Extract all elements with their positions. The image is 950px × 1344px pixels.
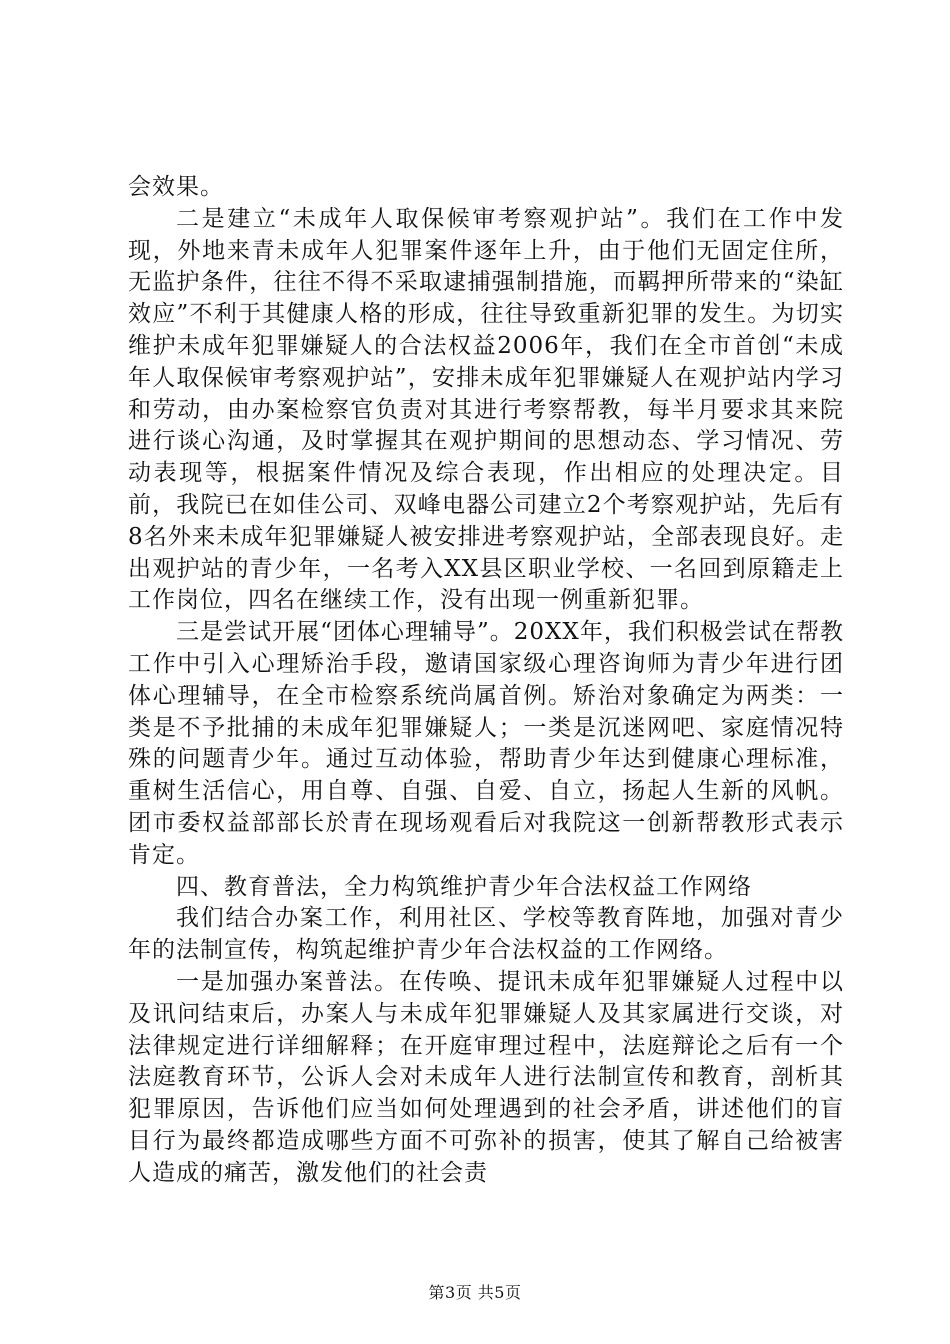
- paragraph-3: 三是尝试开展“团体心理辅导”。20XX年，我们积极尝试在帮教工作中引入心理矫治手段，邀请国家级心理咨询师为青少年进行团体心理辅导，在全市检察系统尚属首例。矫治对象确定为两类：一类是不予批捕的未成年犯罪嫌疑人；一类是沉迷网吧、家庭情况特殊的问题青少年。通过互动体验，帮助青少年达到健康心理标准，重树生活信心，用自尊、自强、自爱、自立，扬起人生新的风帆。团市委权益部部长於青在现场观看后对我院这一创新帮教形式表示肯定。: [128, 619, 844, 868]
- paragraph-6: 一是加强办案普法。在传唤、提讯未成年犯罪嫌疑人过程中以及讯问结束后，办案人与未成年犯罪嫌疑人及其家属进行交谈，对法律规定进行详细解释；在开庭审理过程中，法庭辩论之后有一个法庭教育环节，公诉人会对未成年人进行法制宣传和教育，剖析其犯罪原因，告诉他们应当如何处理遇到的社会矛盾，讲述他们的盲目行为最终都造成哪些方面不可弥补的损害，使其了解自己给被害人造成的痛苦，激发他们的社会责: [128, 968, 844, 1186]
- paragraph-1: 会效果。: [128, 174, 224, 200]
- document-body: [128, 172, 844, 1190]
- paragraph-2: 二是建立“未成年人取保候审考察观护站”。我们在工作中发现，外地来青未成年人犯罪案件逐年上升，由于他们无固定住所，无监护条件，往往不得不采取逮捕强制措施，而羁押所带来的“染缸效应”不利于其健康人格的形成，往往导致重新犯罪的发生。为切实维护未成年犯罪嫌疑人的合法权益2006年，我们在全市首创“未成年人取保候审考察观护站”，安排未成年犯罪嫌疑人在观护站内学习和劳动，由办案检察官负责对其进行考察帮教，每半月要求其来院进行谈心沟通，及时掌握其在观护期间的思想动态、学习情况、劳动表现等，根据案件情况及综合表现，作出相应的处理决定。目前，我院已在如佳公司、双峰电器公司建立2个考察观护站，先后有8名外来未成年犯罪嫌疑人被安排进考察观护站，全部表现良好。走出观护站的青少年，一名考入XX县区职业学校、一名回到原籍走上工作岗位，四名在继续工作，没有出现一例重新犯罪。: [128, 205, 844, 614]
- section-heading: 四、教育普法，全力构筑维护青少年合法权益工作网络: [176, 873, 752, 900]
- paragraph-5: 我们结合办案工作，利用社区、学校等教育阵地，加强对青少年的法制宣传，构筑起维护青少年合法权益的工作网络。: [128, 905, 844, 964]
- page-number-footer: 第3页 共5页: [428, 1283, 522, 1302]
